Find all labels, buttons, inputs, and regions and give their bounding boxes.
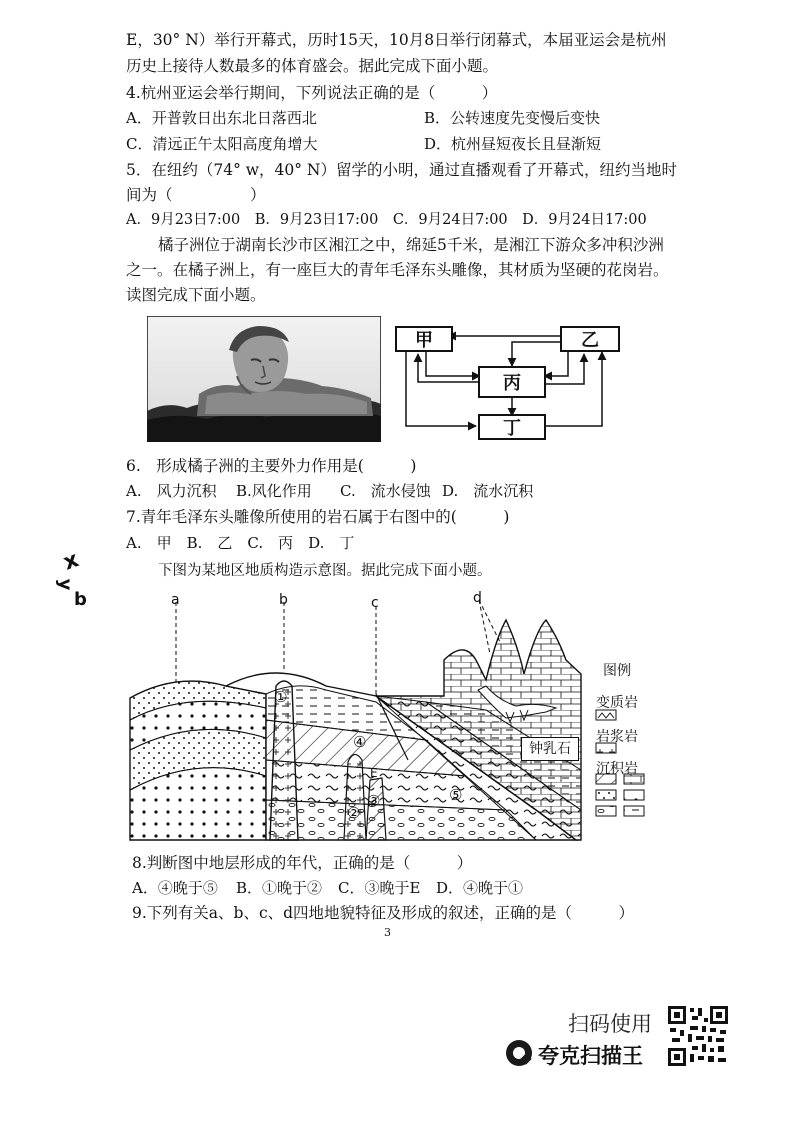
geo-label-4: ④	[353, 733, 367, 751]
watermark-brand: 夸克扫描王	[538, 1044, 643, 1068]
page-number: 3	[384, 926, 391, 939]
geo-label-5: ⑤	[449, 786, 463, 804]
qr-code-icon	[668, 1006, 728, 1066]
geo-label-d: d	[473, 590, 482, 606]
sculpture-photo	[147, 316, 381, 442]
geo-label-a: a	[171, 592, 180, 608]
question-4-option-d: D．杭州昼短夜长且昼渐短	[424, 135, 602, 153]
question-5-stem-1: 5．在纽约（74° w，40° N）留学的小明，通过直播观看了开幕式，纽约当地时	[126, 161, 677, 179]
question-8-option-d: D．④晚于①	[436, 879, 524, 897]
intro-line-2: 历史上接待人数最多的体育盛会。据此完成下面小题。	[126, 57, 499, 75]
legend-title: 图例	[603, 663, 631, 679]
question-8-option-a: A．④晚于⑤	[132, 879, 218, 897]
margin-mark-b: b	[74, 589, 87, 610]
question-9-stem: 9.下列有关a、b、c、d四地地貌特征及形成的叙述，正确的是（ ）	[132, 904, 635, 922]
question-8-stem: 8.判断图中地层形成的年代，正确的是（ ）	[132, 854, 473, 872]
quark-logo-icon	[506, 1040, 532, 1066]
geo-label-b: b	[279, 592, 288, 608]
question-6-stem: 6. 形成橘子洲的主要外力作用是( )	[126, 457, 417, 475]
question-8-option-b: B．①晚于②	[236, 879, 323, 897]
passage-line-3: 读图完成下面小题。	[126, 286, 266, 304]
passage-line-2: 之一。在橘子洲上，有一座巨大的青年毛泽东头雕像，其材质为坚硬的花岗岩。	[126, 261, 669, 279]
watermark-scan-text: 扫码使用	[568, 1012, 652, 1036]
rock-box-bing: 丙	[478, 366, 546, 398]
question-4-option-a: A．开普敦日出东北日落西北	[126, 109, 317, 127]
question-7-options: A. 甲 B. 乙 C. 丙 D. 丁	[126, 534, 355, 552]
rock-box-yi: 乙	[560, 326, 620, 352]
rock-box-ding: 丁	[478, 414, 546, 440]
rock-box-jia: 甲	[395, 326, 453, 352]
passage-line-1: 橘子洲位于湖南长沙市区湘江之中，绵延5千米，是湘江下游众多冲积沙洲	[158, 236, 664, 254]
question-4-option-b: B．公转速度先变慢后变快	[424, 109, 601, 127]
geo-label-3: ③	[367, 792, 381, 810]
legend-metamorphic: 变质岩	[596, 695, 638, 711]
question-4-option-c: C．清远正午太阳高度角增大	[126, 135, 318, 153]
geo-label-stalactite: 钟乳石	[521, 737, 579, 761]
question-6-option-a: A. 风力沉积	[126, 482, 217, 500]
geo-label-2: ②	[347, 804, 361, 822]
geo-label-e: E	[370, 766, 378, 780]
geo-label-1: ①	[274, 688, 288, 706]
question-8-option-c: C．③晚于E	[338, 879, 421, 897]
margin-mark-x: x	[60, 547, 83, 576]
question-7-stem: 7.青年毛泽东头雕像所使用的岩石属于右图中的( )	[126, 508, 510, 526]
margin-mark-y: y	[54, 578, 76, 591]
geological-structure-diagram	[126, 590, 646, 850]
question-6-option-b: B.风化作用	[236, 482, 312, 500]
legend-sedimentary: 沉积岩	[596, 761, 638, 777]
question-6-option-d: D. 流水沉积	[442, 482, 534, 500]
geo-intro: 下图为某地区地质构造示意图。据此完成下面小题。	[158, 563, 492, 579]
legend-magmatic: 岩浆岩	[596, 729, 638, 745]
question-6-option-c: C. 流水侵蚀	[340, 482, 431, 500]
question-5-stem-2: 间为（ ）	[126, 186, 266, 204]
geo-label-c: c	[371, 595, 379, 611]
intro-line-1: E，30° N）举行开幕式，历时15天，10月8日举行闭幕式，本届亚运会是杭州	[126, 31, 667, 49]
question-5-options: A．9月23日7:00 B．9月23日17:00 C．9月24日7:00 D．9月24日17:00	[126, 212, 647, 228]
question-4-stem: 4.杭州亚运会举行期间，下列说法正确的是（ ）	[126, 84, 498, 102]
